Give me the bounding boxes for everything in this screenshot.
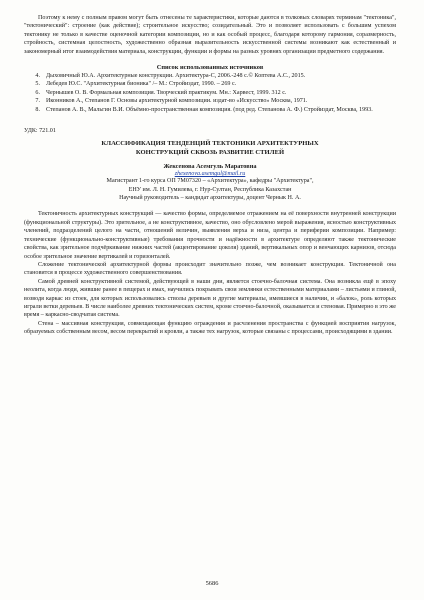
bibliography-list <box>24 72 396 114</box>
article-title-line: КЛАССИФИКАЦИЯ ТЕНДЕНЦИЙ ТЕКТОНИКИ АРХИТЕКТУРНЫХ <box>101 140 319 148</box>
bibliography-item <box>24 97 396 105</box>
bibliography-number: 4. <box>35 73 40 80</box>
bibliography-text: Иконников А., Степанов Г. Основы архитектурной композиции. издат-во «Искусство» Москва, 1971. <box>46 98 308 105</box>
bibliography-title: Список использованных источников <box>156 64 264 72</box>
page-content <box>24 14 396 337</box>
article-body <box>24 210 396 336</box>
bibliography-number: 7. <box>35 98 40 105</box>
bibliography-text: Чернышев О. В. Формальная композиция. Творческий практикум. Мн.: Харвест, 1999. 312 с. <box>46 89 287 96</box>
affiliation-line: Магистрант 1-го курса ОП 7М07320 – «Архитектура», кафедры "Архитектура", <box>106 178 314 185</box>
bibliography-text: Дыховичный Ю.А. Архитектурные конструкции. Архитектура-С, 2006.-248 с.© Коптева А.С., 2015. <box>46 73 306 80</box>
udc-code: УДК: 721.01 <box>24 128 56 135</box>
bibliography-item <box>24 89 396 97</box>
bibliography-number: 8. <box>35 106 40 113</box>
bibliography-item <box>24 106 396 114</box>
body-paragraph: Стена – массивная конструкция, совмещающая функцию ограждения и расчленения пространства с функцией восприятия нагрузок, образуемых собственным весом, весом перекрытий и кровли, а также тех нагрузок, которые связаны с процессами, происходящими в здании. <box>24 320 396 336</box>
bibliography-text: Степанов А. В., Мальгин В.И. Объёмно-пространственная композиция. (под ред. Степанова А. Ф.) Стройиздат, Москва, 1993. <box>46 106 373 113</box>
article-title <box>24 140 396 157</box>
page-number: 5686 <box>205 580 219 587</box>
affiliation-line: ЕНУ им. Л. Н. Гумилева, г. Нур-Султан, Республика Казахстан <box>128 186 292 193</box>
supervisor-line: Научный руководитель – кандидат архитектуры, доцент Чернык Н. А. <box>119 195 301 202</box>
bibliography-item <box>24 72 396 80</box>
body-paragraph: Сложение тектонической архитектурной формы происходит значительно позже, чем возникает конструкция. Тектоничной она становится в процессе художественного совершенствования. <box>24 261 396 277</box>
author-email-link[interactable]: zhexenova.asemgul@mail.ru <box>174 171 246 178</box>
bibliography-number: 6. <box>35 89 40 96</box>
bibliography-text: Лебедев Ю.С. "Архитектурная бионика" /– М.: Стройиздат, 1990. – 269 с. <box>46 81 237 88</box>
body-paragraph: Тектоничность архитектурных конструкций — качество формы, определяемое отражением на её поверхности внутренней конструкции (функциональной структуры). Это зрительное, а не конструктивное, качество, оно обусловлено мерой выражения, ясностью конструктивных членений, подразделений целого на части, отношений величин, выявления верха и низа, центра и периферии композиции. Например: технические (функционально-конструктивные) требования прочности и надёжности в архитектуре определяют также тектонические свойства, как зрительное подчёркивание нижних частей (акцентирование цоколя) зданий, вертикальных опор и венчающих карнизов, отсюда особое зрительное значение вертикалей и горизонталей. <box>24 211 396 260</box>
article-title-line: КОНСТРУКЦИЙ СКВОЗЬ РАЗВИТИЕ СТИЛЕЙ <box>135 148 285 156</box>
body-paragraph: Самой древней конструктивной системой, действующей в наши дни, является стоечно-балочная система. Она возникла ещё в эпоху неолита, когда люди, жившие ранее в пещерах и ямах, научились покрывать свои землянки естественными материалами – листьями и глиной, возводя каркас из стоек, для которых использовались стволы деревьев и другие материалы, имевшиеся в наличии, и «балок», роль которых играли ветки деревьев. В числе наиболее древних тектонических систем, кроме стоечно-балочной, оказывается и стеновая. Примерно в это же время – каркасно-сводчатая система. <box>24 278 396 319</box>
intro-paragraph: Поэтому к нему с полным правом могут быть отнесены те характеристики, которые даются в толковых словарях терминам "тектоника", "тектонический": строение (как действие); строительное искусство; созидательный. Это и позволяет использовать с большим успехом тектонику не только в качестве оценочной категории композиции, но и как особый процесс, благодаря которому гармония, соразмерность, стройность, системная целостность, художественно образная выразительность искусственной системы возникают как естественный и закономерный итог взаимодействия материала, конструкции, функции и формы на разных уровнях организации предметного содержания. <box>24 15 396 55</box>
author-name: Жексенова Асемгуль Маратовна <box>163 163 257 171</box>
bibliography-item <box>24 80 396 88</box>
bibliography-number: 5. <box>35 81 40 88</box>
